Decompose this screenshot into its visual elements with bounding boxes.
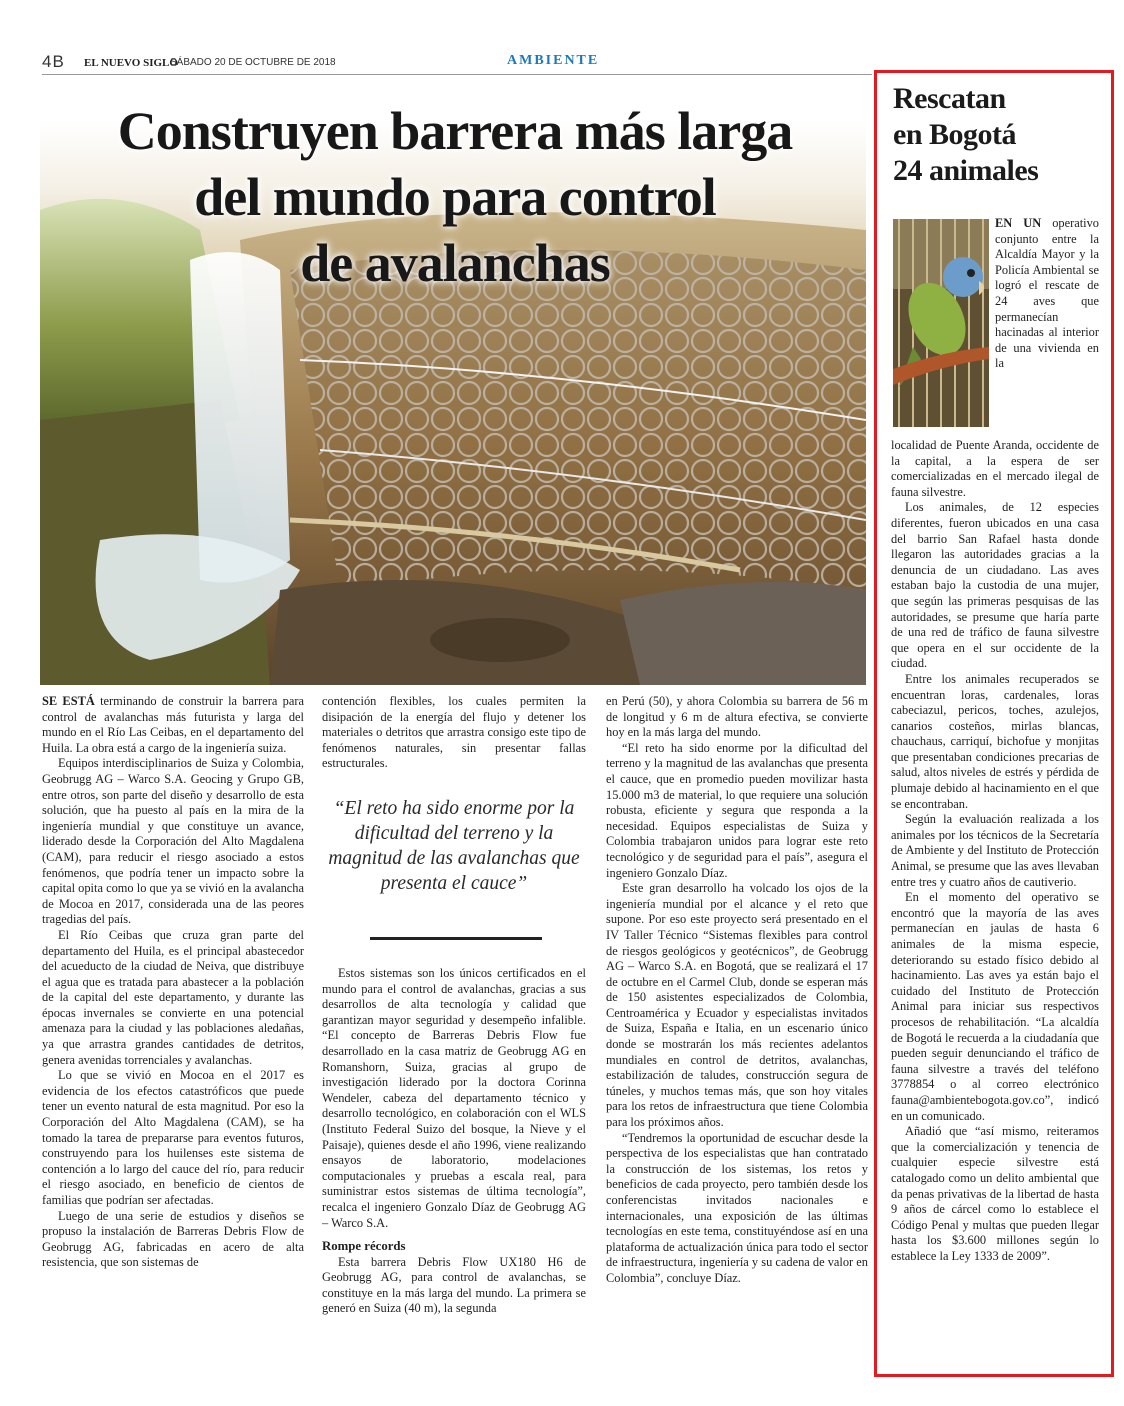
sidebar-paragraph: EN UN operativo conjunto entre la Alcaldía Mayor y la Policía Ambiental se logró el rescate de 24 aves que permanecían hacinadas al interior de una vivienda en la [995,216,1099,371]
main-headline [40,98,870,296]
issue-date: SÁBADO 20 DE OCTUBRE DE 2018 [170,57,336,68]
pull-quote: “El reto ha sido enorme por la dificultad del terreno y la magnitud de las avalanchas que presenta el cauce” [328,798,580,894]
sidebar-article [874,70,1114,1377]
article-paragraph: El Río Ceibas que cruza gran parte del departamento del Huila, es el principal abastecedor del acueducto de la ciudad de Neiva, que distribuye el agua que es tratada para abastecer a la población de la capital del este departamento, y durante las épocas invernales se convierte en una potencial amenaza para la ciudad y las poblaciones aledañas, ya que arrastra grandes cantidades de detritos, genera avenidas torrenciales y avalanchas. [42,927,304,1067]
headline-line-2: del mundo para control [194,167,716,227]
article-paragraph: Esta barrera Debris Flow UX180 H6 de Geobrugg AG, para control de avalanchas, se constituye en la más larga del mundo. La primera se generó en Suiza (40 m), la segunda [322,1254,586,1316]
header-rule [42,74,872,75]
article-paragraph: Estos sistemas son los únicos certificados en el mundo para el control de avalanchas, gracias a sus desarrollos de alta tecnología y calidad que garantizan mayor seguridad y desempeño infalible. “El concepto de Barreras Debris Flow fue desarrollado en la casa matriz de Geobrugg AG en Romanshorn, Suiza, gracias al grupo de investigación liderado por la doctora Corinna Wendeler, cabeza del departamento técnico y desarrollo tecnológico, en colaboración con el WLS (Instituto Federal Suizo del bosque, la Nieve y el Paisaje), quienes desde el año 1996, viene realizando ensayos de laboratorio, modelaciones computacionales y pruebas a escala real, para suministrar estos sistemas de última tecnología”, recalca el ingeniero Gonzalo Díaz de Geobrugg AG – Warco S.A. [322,966,586,1230]
section-label: AMBIENTE [507,53,600,68]
sidebar-paragraph: En el momento del operativo se encontró que la mayoría de las aves permanecían en jaulas de hasta 6 animales de la misma especie, deteriorando su estado físico debido al hacinamiento. Las aves ya están bajo el cuidado del Instituto de Protección Animal para iniciar sus respectivos procesos de rehabilitación. “La alcaldía de Bogotá le recuerda a la ciudadanía que pueden seguir denunciando el tráfico de fauna silvestre a través del teléfono 3778854 o al correo electrónico fauna@ambientebogota.gov.co”, indicó en un comunicado. [891,890,1099,1123]
sidebar-body-column [891,438,1099,1264]
sidebar-paragraph: Los animales, de 12 especies diferentes, fueron ubicados en una casa del barrio San Rafael hasta donde llegaron las autoridades gracias a la denuncia de un ciudadano. Las aves estaban bajo la custodia de una mujer, que según las primeras pesquisas de las autoridades, se presume que haría parte de una red de tráfico de fauna silvestre que opera en el sur occidente de la ciudad. [891,500,1099,671]
parrot-photo [893,219,989,427]
sidebar-paragraph: Entre los animales recuperados se encuentran loras, cardenales, loras cabeciazul, pericos, toches, azulejos, canarios costeños, mirlas blancas, chauchaus, carriquí, bichofue y monjitas que presentaban condiciones precarias de salud, altos niveles de estrés y pérdida de plumaje debido al hacinamiento en el que se encontraban. [891,671,1099,811]
article-paragraph: Equipos interdisciplinarios de Suiza y Colombia, Geobrugg AG – Warco S.A. Geocing y Grupo GB, entre otros, son parte del diseño y desarrollo de esta solución, que ha puesto al país en la mira de la ingeniería mundial y que constituye un avance, liderado desde la Corporación del Alto Magdalena (CAM), para reducir el riesgo asociado a estos fenómenos, que podría tener un impacto sobre la capital opita como lo que ya se vivió en la avalancha de Mocoa en 2017, considerada una de las peores tragedias del país. [42,756,304,927]
sidebar-intro-column [995,216,1099,372]
article-paragraph: Luego de una serie de estudios y diseños se propuso la instalación de Barreras Debris Flow de Geobrugg AG, fabricadas en acero de alta resistencia, que son sistemas de [42,1208,304,1270]
article-paragraph: “El reto ha sido enorme por la dificultad del terreno y la magnitud de las avalanchas que presenta el cauce, que en promedio pueden movilizar hasta 15.000 m3 de material, lo que requiere una solución robusta, eficiente y segura que responda a la necesidad. Equipos especialistas de Suiza y Colombia trabajaron unidos para lograr este reto tecnológico y de seguridad para el país”, asegura el ingeniero Gonzalo Díaz. [606,740,868,880]
sidebar-headline-line-1: Rescatan [893,82,1006,115]
article-column-3 [606,694,868,1287]
article-paragraph: contención flexibles, los cuales permiten la disipación de la energía del flujo y detener los materiales o detritos que arrastra consigo este tipo de fenómenos naturales, sin presentar fallas estructurales. [322,694,586,771]
sidebar-paragraph: Según la evaluación realizada a los animales por los técnicos de la Secretaría de Ambiente y del Instituto de Protección Animal, se presume que las aves llevaban entre tres y cuatro años de cautiverio. [891,812,1099,889]
article-paragraph: en Perú (50), y ahora Colombia su barrera de 56 m de longitud y 6 m de altura efectiva, se convierte hoy en la más larga del mundo. [606,694,868,740]
headline-line-1: Construyen barrera más larga [117,101,793,161]
article-column-1 [42,694,304,1271]
sidebar-headline-line-2: en Bogotá [893,118,1016,151]
lead-word: SE ESTÁ [42,694,95,708]
article-column-2-continued [322,966,586,1317]
article-column-2 [322,694,586,772]
sidebar-lead-word: EN UN [995,216,1042,230]
article-paragraph: “Tendremos la oportunidad de escuchar desde la perspectiva de los especialistas que han contratado la construcción de los sistemas, los retos y beneficios de cada proyecto, pero también desde los conferencistas invitados nacionales e internacionales, una exposición de las últimas tecnologías en este tema, constituyéndose así en una plataforma de actualización única para todo el sector de infraestructura, ingeniería y su cadena de valor en Colombia”, concluye Díaz. [606,1130,868,1285]
sidebar-headline [893,81,1103,189]
sidebar-headline-line-3: 24 animales [893,154,1039,187]
sidebar-paragraph: localidad de Puente Aranda, occidente de la capital, a la espera de ser comercializadas en el mercado ilegal de fauna silvestre. [891,438,1099,499]
pull-quote-rule [370,937,542,940]
article-paragraph: SE ESTÁ terminando de construir la barrera para control de avalanchas más futurista y larga del mundo en el Río Las Ceibas, en el departamento del Huila. La obra está a cargo de la ingeniería suiza. [42,694,305,755]
sidebar-paragraph: Añadió que “así mismo, reiteramos que la comercialización y tenencia de cualquier especie silvestre está catalogado como un delito ambiental que da penas privativas de la libertad de hasta 9 años de cárcel como lo establece el Código Penal y multas que pueden llegar hasta los $3.600 millones según lo establece la Ley 1333 de 2009”. [891,1124,1099,1263]
subheading: Rompe récords [322,1239,406,1254]
page-number: 4B [42,52,65,71]
article-paragraph: Este gran desarrollo ha volcado los ojos de la ingeniería mundial por el alcance y el reto que supone. Por eso este proyecto será presentado en el IV Taller Técnico “Sistemas flexibles para control de riesgos geológicos y geotécnicos”, de Geobrugg AG – Warco S.A. en Bogotá, que se realizará el 17 de octubre en el Carmel Club, donde se esperan más de 150 asistentes especializados de Colombia, Centroamérica y Ecuador y especialistas invitados de Suiza, España e Italia, en un escenario único donde se mostrarán los más recientes adelantos mundiales en control de detritos, avalanchas, estabilización de taludes, construcción segura de túneles, y muchos temas más, que son hoy vitales para los retos de infraestructura que tiene Colombia para los próximos años. [606,881,868,1130]
newspaper-name: EL NUEVO SIGLO [84,57,178,69]
article-paragraph: Lo que se vivió en Mocoa en el 2017 es evidencia de los efectos catastróficos que puede tener un evento natural de esta magnitud. Por eso la Corporación del Alto Magdalena (CAM), se ha tomado la tarea de prepararse para eventos futuros, construyendo para los huilenses este sistema de contención a lo largo del cauce del río, para reducir el riesgo asociado, en beneficio de cientos de familias que podrían ser afectadas. [42,1068,304,1207]
headline-line-3: de avalanchas [300,233,610,293]
